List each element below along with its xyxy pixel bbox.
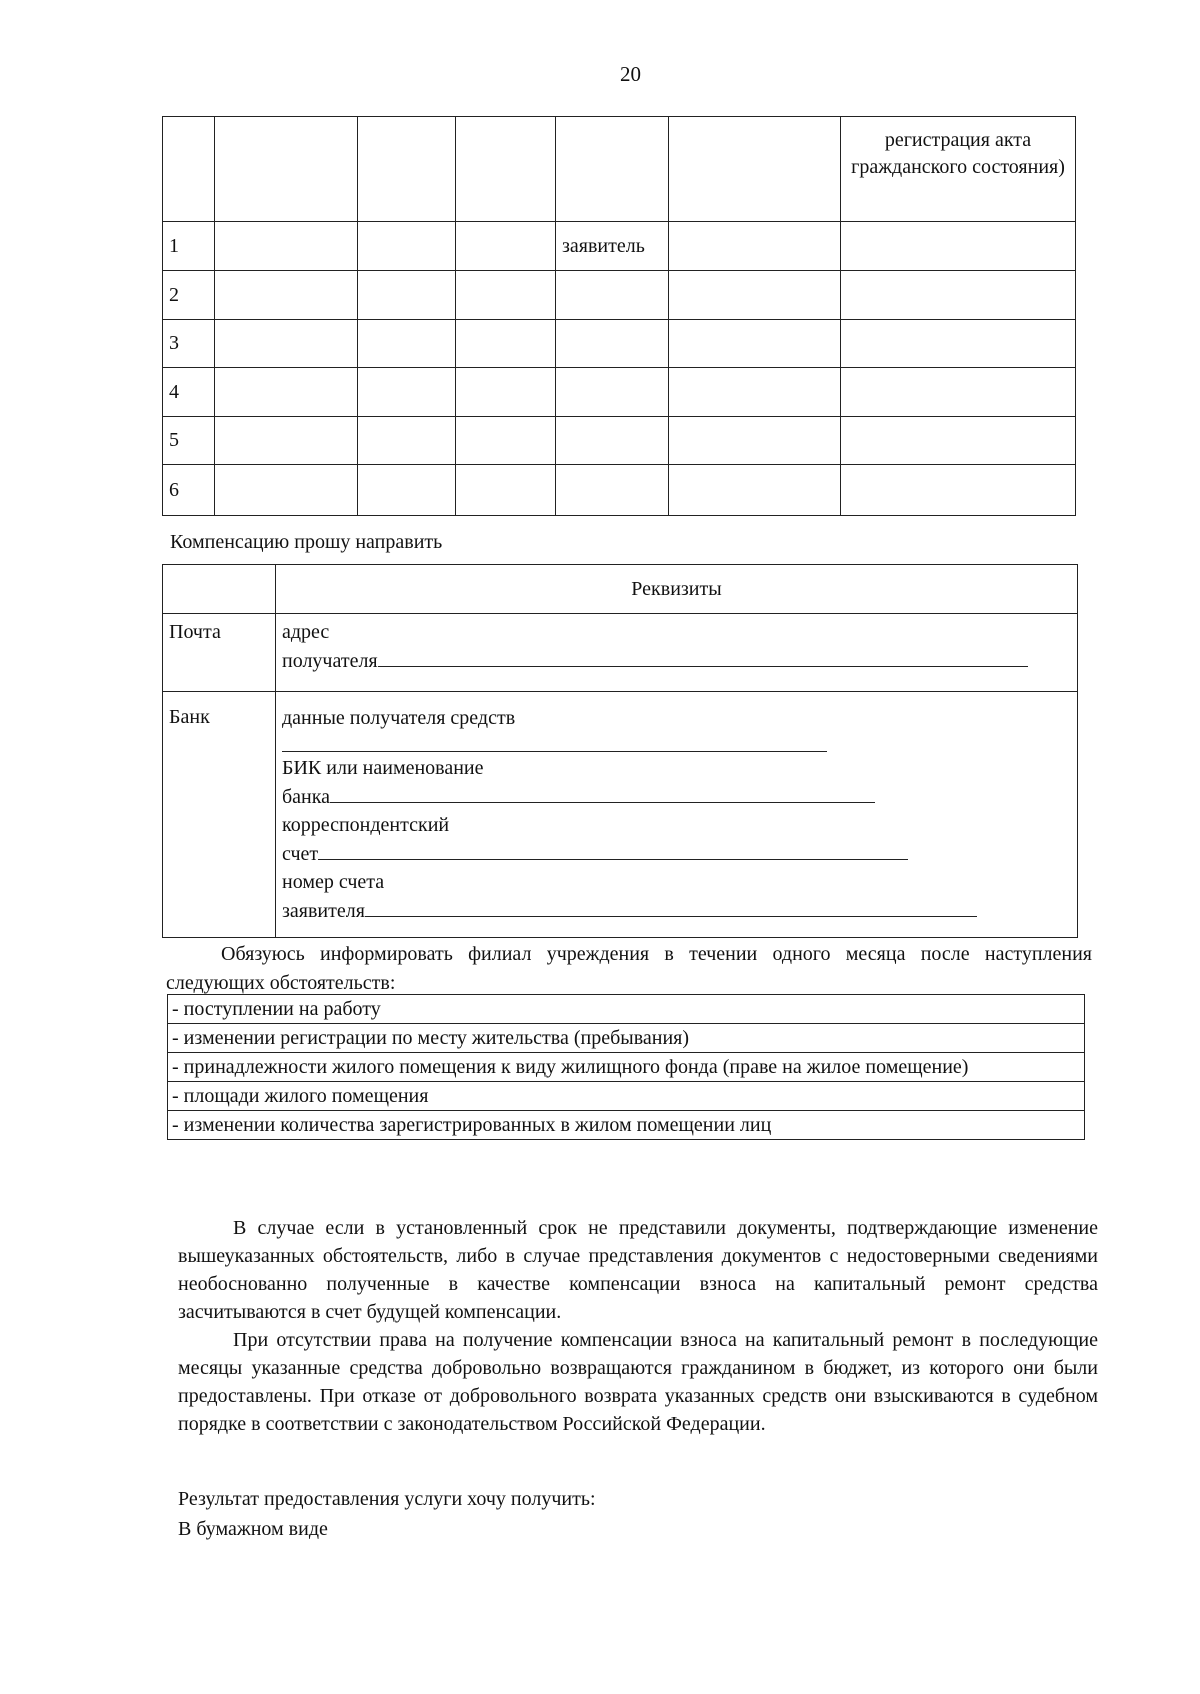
paragraph-false-info: В случае если в установленный срок не представили документы, подтверждающие изменение вышеуказанных обстоятельств, либо в случае представления документов с недостоверными сведениями необоснованно полученные в качестве компенсации взноса на капитальный ремонт средства засчитываются в счет будущей компенсации. — [178, 1217, 1098, 1323]
relation-cell — [556, 417, 669, 465]
cell — [669, 117, 841, 222]
cell — [215, 271, 358, 320]
header-registration-act: регистрация акта гражданского состояния) — [841, 117, 1076, 222]
cell — [215, 320, 358, 368]
row-number: 6 — [163, 465, 215, 516]
list-item: - принадлежности жилого помещения к виду жилищного фонда (праве на жилое помещение) — [168, 1053, 1085, 1082]
cell — [456, 117, 556, 222]
cell — [669, 368, 841, 417]
relation-cell — [556, 271, 669, 320]
mail-label: Почта — [163, 614, 276, 692]
corr-account-field[interactable] — [318, 839, 908, 860]
cell — [456, 222, 556, 271]
payment-details-table — [162, 564, 1078, 938]
paragraph-refund: При отсутствии права на получение компенсации взноса на капитальный ремонт в последующие месяцы указанные средства добровольно возвращаются гражданином в бюджет, из которого они были предоставлены. При отказе от добровольного возврата указанных средств они взыскиваются в судебном порядке в соответствии с законодательством Российской Федерации. — [178, 1329, 1098, 1435]
address-label: адрес — [282, 621, 330, 643]
cell — [358, 271, 456, 320]
circumstances-list — [167, 994, 1085, 1140]
cell — [456, 417, 556, 465]
cell — [215, 368, 358, 417]
applicant-account-field[interactable] — [365, 896, 977, 917]
cell — [669, 271, 841, 320]
family-members-table — [162, 116, 1076, 516]
cell — [669, 320, 841, 368]
cell — [841, 465, 1076, 516]
relation-cell — [556, 320, 669, 368]
cell — [556, 117, 669, 222]
list-item: - площади жилого помещения — [168, 1082, 1085, 1111]
cell — [358, 417, 456, 465]
row-number: 5 — [163, 417, 215, 465]
bank-field[interactable] — [330, 782, 875, 803]
row-number: 3 — [163, 320, 215, 368]
cell — [841, 320, 1076, 368]
cell — [358, 320, 456, 368]
account-label: счет — [282, 843, 319, 865]
applicant-label: заявителя — [282, 900, 365, 922]
cell — [358, 465, 456, 516]
cell — [215, 465, 358, 516]
cell — [841, 417, 1076, 465]
result-label: Результат предоставления услуги хочу получить: — [178, 1488, 596, 1510]
cell — [358, 117, 456, 222]
cell — [456, 320, 556, 368]
cell — [215, 417, 358, 465]
bank-fields — [276, 692, 1078, 938]
cell — [215, 117, 358, 222]
relation-cell: заявитель — [556, 222, 669, 271]
relation-cell — [556, 465, 669, 516]
relation-cell — [556, 368, 669, 417]
bank-label: Банк — [163, 692, 276, 938]
cell — [669, 222, 841, 271]
recipient-label: получателя — [282, 650, 378, 672]
cell — [215, 222, 358, 271]
cell — [456, 465, 556, 516]
recipient-data-label: данные получателя средств — [282, 707, 516, 729]
cell — [841, 368, 1076, 417]
mail-fields — [276, 614, 1078, 692]
account-number-label: номер счета — [282, 871, 385, 893]
compensation-intro: Компенсацию прошу направить — [170, 531, 443, 553]
cell — [456, 271, 556, 320]
cell — [841, 271, 1076, 320]
cell — [669, 417, 841, 465]
obligation-text: Обязуюсь информировать филиал учреждения в течении одного месяца после наступления следующих обстоятельств: — [166, 943, 1092, 994]
cell — [841, 222, 1076, 271]
row-number: 2 — [163, 271, 215, 320]
row-number: 1 — [163, 222, 215, 271]
cell — [358, 368, 456, 417]
corr-account-label: корреспондентский — [282, 814, 450, 836]
recipient-address-field[interactable] — [378, 646, 1028, 667]
list-item: - изменении регистрации по месту жительства (пребывания) — [168, 1024, 1085, 1053]
cell — [163, 117, 215, 222]
recipient-data-field[interactable] — [282, 737, 827, 752]
bank-name-label: банка — [282, 786, 331, 808]
details-header: Реквизиты — [276, 565, 1078, 614]
list-item: - изменении количества зарегистрированных в жилом помещении лиц — [168, 1111, 1085, 1140]
list-item: - поступлении на работу — [168, 995, 1085, 1024]
result-value: В бумажном виде — [178, 1518, 328, 1540]
cell — [669, 465, 841, 516]
cell — [163, 565, 276, 614]
page-number: 20 — [620, 62, 641, 86]
cell — [456, 368, 556, 417]
row-number: 4 — [163, 368, 215, 417]
cell — [358, 222, 456, 271]
bik-label: БИК или наименование — [282, 757, 484, 779]
